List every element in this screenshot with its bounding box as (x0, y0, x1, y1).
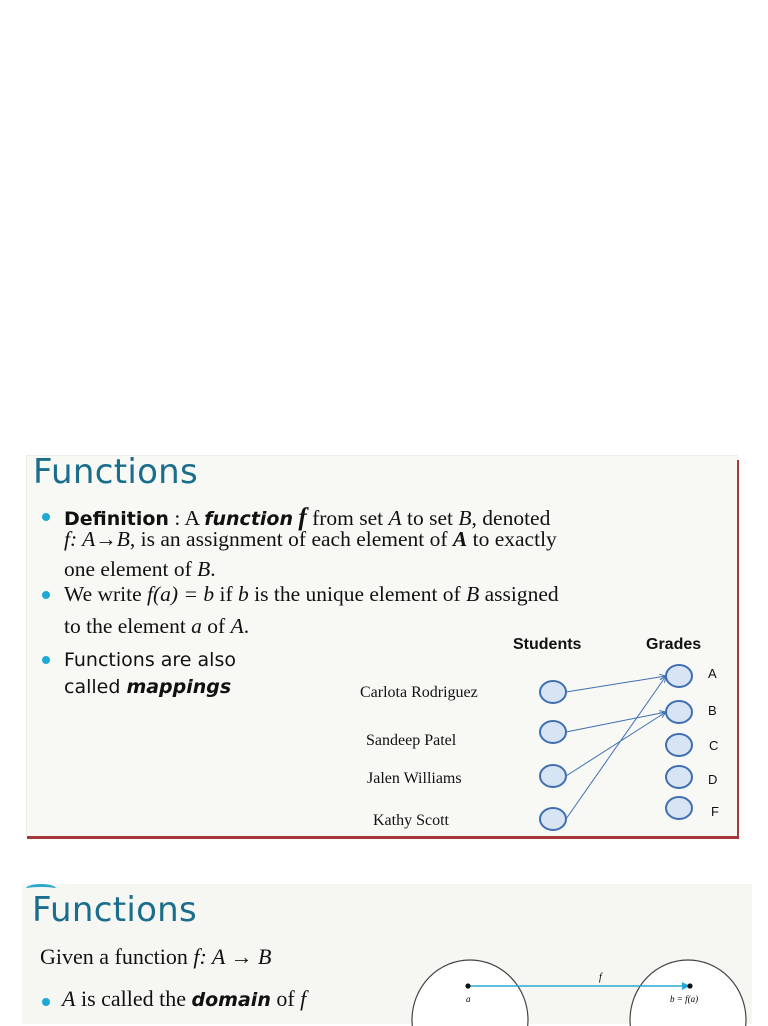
grade-node (666, 797, 692, 819)
grade-label: B (708, 703, 717, 718)
mapping-diagram (27, 456, 737, 836)
slide-title: Functions (32, 890, 198, 930)
element-b: b (238, 582, 249, 606)
slide-border-bottom (27, 836, 739, 839)
student-name: Kathy Scott (373, 812, 449, 829)
slide-functions-domain (22, 884, 752, 1024)
function-expression: f(a) = b (147, 582, 215, 606)
student-node (540, 765, 566, 787)
function-term: function (204, 508, 293, 530)
grade-label: F (711, 804, 719, 819)
grade-label: A (708, 666, 717, 681)
set-a: A (388, 506, 402, 530)
definition-text: one element of (64, 557, 198, 581)
given-function-line (40, 944, 271, 970)
we-write-text: We write (64, 582, 148, 606)
definition-text: : A (168, 506, 205, 530)
set-b: B (458, 506, 472, 530)
domain-line (62, 986, 306, 1012)
slide-title: Functions (33, 452, 199, 492)
mappings-line-1: Functions are also (64, 649, 236, 671)
set-a: A (62, 986, 76, 1011)
set-a: A (452, 527, 468, 551)
we-write-text: to the element (64, 614, 192, 638)
f-symbol: f (64, 527, 70, 551)
point-a (465, 983, 470, 988)
grade-label: C (709, 738, 719, 753)
grades-header: Grades (646, 636, 702, 653)
mappings-term: mappings (126, 676, 232, 698)
given-text: Given a function (40, 944, 194, 969)
grade-node (666, 701, 692, 723)
students-header: Students (513, 636, 582, 653)
grade-label: D (708, 772, 718, 787)
label-a: a (466, 994, 471, 1004)
domain-text: is called the (75, 986, 192, 1011)
element-a: a (191, 614, 202, 638)
grade-node (666, 665, 692, 687)
point-b (687, 983, 692, 988)
we-write-text: of (201, 614, 231, 638)
definition-text: , denoted (471, 506, 551, 530)
label-f: f (599, 972, 602, 983)
grade-node (666, 734, 692, 756)
we-write-text: if (214, 582, 238, 606)
definition-text: from set (312, 506, 389, 530)
student-name: Sandeep Patel (366, 732, 457, 749)
we-write-text: is the unique element of (248, 582, 467, 606)
domain-text: of (270, 986, 301, 1011)
student-node (540, 681, 566, 703)
we-write-text: assigned (479, 582, 559, 606)
f-symbol: f (300, 986, 307, 1011)
set-a: A (230, 614, 244, 638)
student-name: Jalen Williams (367, 770, 462, 787)
set-b: B (197, 557, 211, 581)
student-node (540, 721, 566, 743)
definition-text: to exactly (467, 527, 557, 551)
student-name: Carlota Rodriguez (360, 684, 478, 701)
bullet-icon (42, 998, 50, 1006)
slide-border-right (737, 460, 739, 836)
codomain-set-circle (630, 960, 746, 1026)
mappings-text: called (64, 676, 127, 698)
label-b-equals-fa: b = f(a) (670, 994, 699, 1004)
grade-node (666, 766, 692, 788)
domain-set-circle (412, 960, 528, 1026)
we-write-text: . (243, 614, 250, 638)
definition-text: to set (401, 506, 459, 530)
mapping-notation: : A→B (69, 527, 130, 551)
mapping-arrow (566, 676, 666, 819)
mapping-arrow (566, 676, 666, 692)
set-b: B (466, 582, 480, 606)
function-expression: f: A → B (193, 944, 272, 969)
definition-label: Definition (64, 508, 169, 530)
slide-functions-definition (27, 452, 737, 836)
definition-text: . (210, 557, 216, 581)
student-node (540, 808, 566, 830)
domain-codomain-figure (410, 956, 750, 1026)
domain-term: domain (191, 989, 271, 1011)
definition-text: , is an assignment of each element of (129, 527, 453, 551)
f-symbol: f (298, 504, 307, 531)
